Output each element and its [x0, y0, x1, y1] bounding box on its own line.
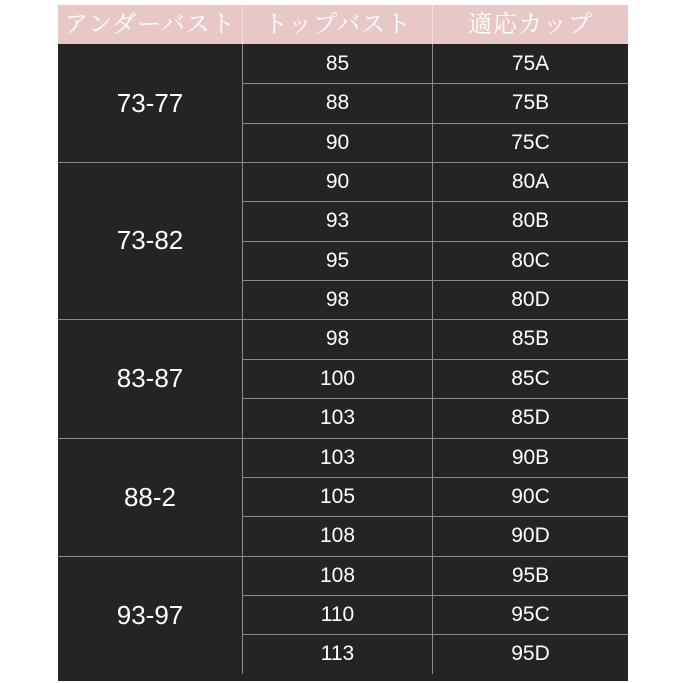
- cup-size-cell: 75C: [511, 130, 550, 154]
- cup-size-cell: 90B: [511, 445, 550, 469]
- header-top-bust: トップバスト: [263, 11, 412, 38]
- under-bust-range: 83-87: [116, 363, 184, 394]
- cup-size-cell: 85B: [511, 327, 550, 351]
- cup-size-cell: 75B: [511, 91, 550, 115]
- cup-size-cell: 80A: [511, 170, 550, 194]
- under-bust-range: 93-97: [116, 599, 184, 630]
- table-header: [58, 5, 628, 44]
- top-bust-cell: 103: [319, 445, 356, 469]
- cup-size-cell: 75A: [511, 52, 550, 75]
- header-cup: 適応カップ: [468, 11, 593, 38]
- top-bust-cell: 90: [325, 130, 350, 154]
- top-bust-cell: 110: [320, 602, 355, 626]
- cup-size-cell: 90C: [511, 484, 550, 508]
- top-bust-cell: 108: [319, 524, 356, 548]
- cup-size-cell: 95B: [511, 563, 550, 587]
- top-bust-cell: 95: [325, 248, 350, 272]
- top-bust-cell: 85: [325, 52, 350, 75]
- top-bust-cell: 105: [319, 484, 356, 508]
- top-bust-cell: 103: [319, 406, 356, 430]
- top-bust-cell: 100: [319, 366, 356, 390]
- top-bust-cell: 98: [325, 327, 350, 351]
- cup-size-cell: 90D: [511, 524, 550, 548]
- top-bust-cell: 113: [320, 642, 355, 666]
- cup-size-cell: 80C: [511, 248, 550, 272]
- header-under-bust: アンダーバスト: [64, 11, 236, 38]
- size-chart-table: [58, 5, 628, 681]
- under-bust-range: 73-77: [116, 88, 184, 118]
- top-bust-cell: 98: [325, 288, 350, 312]
- top-bust-cell: 88: [325, 91, 350, 115]
- cup-size-cell: 95C: [511, 602, 550, 626]
- cup-size-cell: 85D: [511, 406, 550, 430]
- cup-size-cell: 80B: [511, 209, 550, 233]
- top-bust-cell: 90: [325, 170, 350, 194]
- top-bust-cell: 108: [319, 563, 356, 587]
- under-bust-range: 88-2: [123, 481, 177, 512]
- cup-size-cell: 95D: [511, 642, 550, 666]
- cup-size-cell: 80D: [511, 288, 550, 312]
- under-bust-range: 73-82: [116, 225, 184, 256]
- top-bust-cell: 93: [325, 209, 350, 233]
- cup-size-cell: 85C: [511, 366, 550, 390]
